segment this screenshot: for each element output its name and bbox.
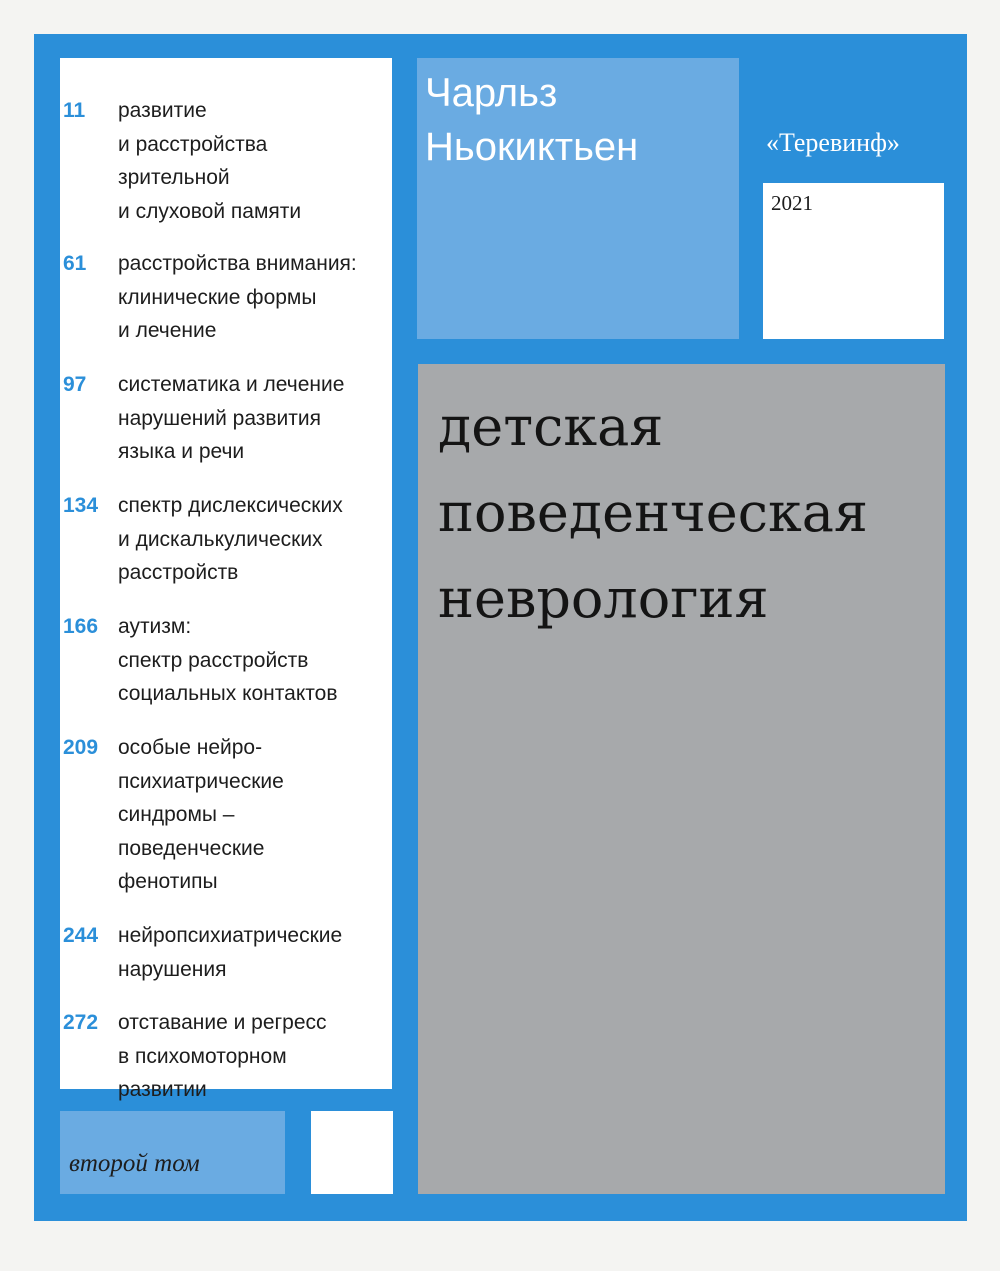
toc-page-number: 209 <box>63 736 99 759</box>
toc-chapter-title: развитие и расстройства зрительной и слуховой памяти <box>118 99 302 223</box>
decorative-square <box>311 1111 393 1194</box>
table-of-contents <box>60 58 392 1101</box>
toc-chapter-title: аутизм: спектр расстройств социальных контактов <box>118 615 338 705</box>
toc-chapter-title: отставание и регресс в психомоторном развитии <box>118 1011 327 1101</box>
toc-page-number: 61 <box>63 252 87 275</box>
toc-page-number: 11 <box>63 99 86 122</box>
year-panel <box>763 183 944 339</box>
toc-page-number: 272 <box>63 1011 99 1034</box>
author-name: Чарльз Ньокиктьен <box>425 71 639 169</box>
toc-page-number: 97 <box>63 373 87 396</box>
publication-year: 2021 <box>771 191 813 215</box>
book-title: детская поведенческая неврология <box>438 395 868 630</box>
toc-page-number: 134 <box>63 494 99 517</box>
toc-page-number: 244 <box>63 924 99 947</box>
publisher-name: «Теревинф» <box>766 128 900 157</box>
toc-chapter-title: нейропсихиатрические нарушения <box>118 924 343 981</box>
volume-panel <box>60 1111 285 1194</box>
volume-label: второй том <box>69 1150 200 1177</box>
toc-chapter-title: особые нейро- психиатрические синдромы – поведенческие фенотипы <box>118 736 284 893</box>
author-panel <box>417 58 739 339</box>
toc-chapter-title: спектр дислексических и дискалькулических расстройств <box>118 494 343 584</box>
title-panel <box>418 364 945 1194</box>
toc-chapter-title: расстройства внимания: клинические формы и лечение <box>118 252 357 342</box>
toc-page-number: 166 <box>63 615 99 638</box>
toc-chapter-title: систематика и лечение нарушений развития языка и речи <box>118 373 345 463</box>
book-cover <box>34 34 967 1221</box>
